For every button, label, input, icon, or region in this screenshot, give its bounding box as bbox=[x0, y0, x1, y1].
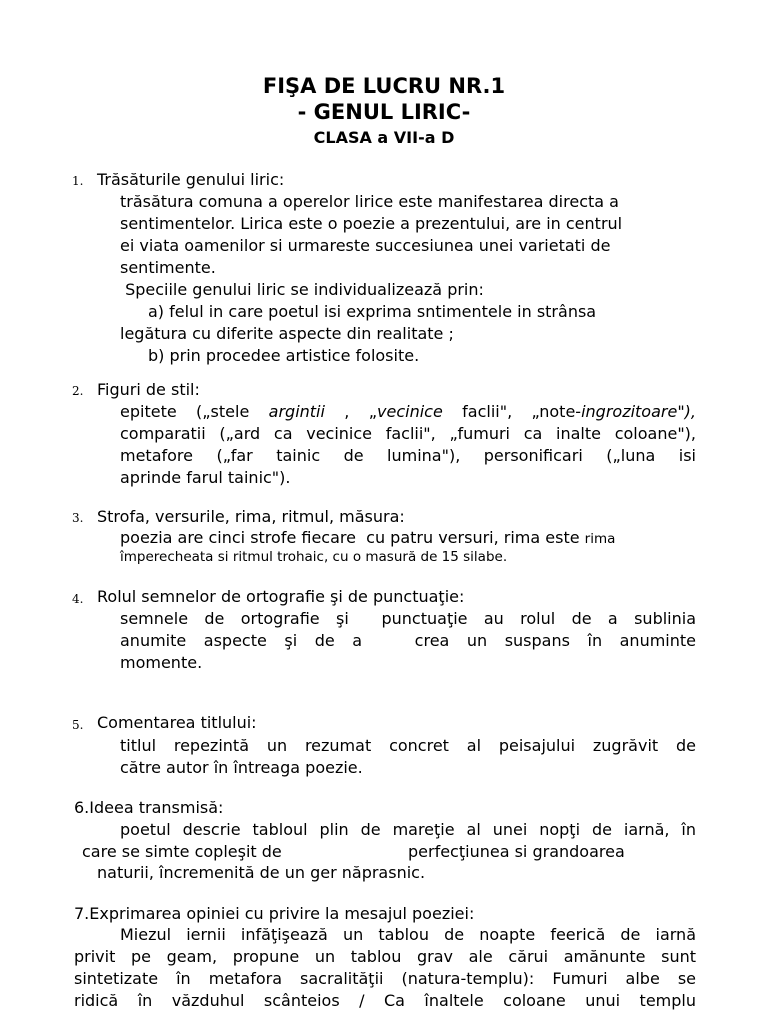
section-3-number: 3. bbox=[72, 511, 84, 525]
section-6-text: perfecţiunea si grandoarea bbox=[408, 842, 625, 861]
section-6-line: naturii, încremenită de un ger năprasnic. bbox=[97, 863, 426, 882]
section-1-body bbox=[120, 191, 696, 367]
epithet-italic: argintii bbox=[268, 402, 325, 421]
section-6-line bbox=[82, 841, 696, 863]
section-6-body bbox=[120, 819, 696, 841]
section-7-heading: 7.Exprimarea opiniei cu privire la mesajul poeziei: bbox=[74, 904, 475, 923]
class-label: CLASA a VII-a D bbox=[313, 128, 455, 147]
section-6-text: care se simte copleşit de bbox=[82, 842, 282, 861]
section-3-heading: Strofa, versurile, rima, ritmul, măsura: bbox=[97, 507, 405, 526]
section-1-line: b) prin procedee artistice folosite. bbox=[148, 346, 420, 365]
section-4-line: momente. bbox=[120, 653, 203, 672]
section-2-body bbox=[120, 401, 696, 489]
section-5-line: către autor în întreaga poezie. bbox=[120, 758, 363, 777]
section-7-line: Miezul iernii infăţişează un tablou de noapte feerică de iarnă bbox=[120, 925, 696, 944]
section-4-line: anumite aspecte şi de a crea un suspans în anuminte bbox=[120, 631, 696, 650]
section-3-line bbox=[120, 527, 696, 549]
section-1-line: Speciile genului liric se individualizează prin: bbox=[120, 280, 484, 299]
section-2-heading: Figuri de stil: bbox=[97, 380, 200, 399]
section-4-line: semnele de ortografie şi punctuaţie au rolul de a sublinia bbox=[120, 609, 696, 628]
section-4-number: 4. bbox=[72, 592, 84, 606]
section-4-heading: Rolul semnelor de ortografie şi de punctuaţie: bbox=[97, 587, 465, 606]
section-2-line bbox=[120, 401, 696, 423]
section-7-line: ridică în văzduhul scânteios / Ca înaltele coloane unui templu bbox=[74, 991, 696, 1010]
section-6-line: poetul descrie tabloul plin de mareţie al unei nopţi de iarnă, în bbox=[120, 820, 696, 839]
section-5-number: 5. bbox=[72, 718, 84, 732]
section-5-body bbox=[120, 735, 696, 779]
section-3-small-text: rima bbox=[584, 531, 616, 547]
section-5-line: titlul repezintă un rezumat concret al peisajului zugrăvit de bbox=[120, 736, 696, 755]
section-1-line: trăsătura comuna a operelor lirice este manifestarea directa a bbox=[120, 192, 619, 211]
epithet-italic: vecinice bbox=[377, 402, 443, 421]
section-2-line: metafore („far tainic de lumina"), personificari („luna isi bbox=[120, 446, 696, 465]
section-2-line: aprinde farul tainic"). bbox=[120, 468, 291, 487]
section-1-heading: Trăsăturile genului liric: bbox=[97, 170, 285, 189]
epithet-text: faclii", „note- bbox=[442, 402, 582, 421]
epithet-text: epitete („stele bbox=[120, 402, 269, 421]
section-7-body bbox=[74, 924, 696, 1012]
section-6-heading: 6.Ideea transmisă: bbox=[74, 798, 224, 817]
section-7-line: sintetizate în metafora sacralităţii (natura-templu): Fumuri albe se bbox=[74, 969, 696, 988]
section-1-line: a) felul in care poetul isi exprima sntimentele in strânsa bbox=[148, 302, 597, 321]
section-3-text: poezia are cinci strofe fiecare cu patru versuri, rima este bbox=[120, 528, 585, 547]
section-1-line: sentimentelor. Lirica este o poezie a prezentului, are in centrul bbox=[120, 214, 623, 233]
section-7-line: privit pe geam, propune un tablou grav ale cărui amănunte sunt bbox=[74, 947, 696, 966]
section-4-body bbox=[120, 608, 696, 674]
section-2-number: 2. bbox=[72, 384, 84, 398]
section-1-line: sentimente. bbox=[120, 258, 216, 277]
section-1-line: legătura cu diferite aspecte din realitate ; bbox=[120, 324, 454, 343]
worksheet-title: FIŞA DE LUCRU NR.1 bbox=[262, 74, 506, 98]
section-2-line: comparatii („ard ca vecinice faclii", „fumuri ca inalte coloane"), bbox=[120, 424, 696, 443]
section-3-body bbox=[120, 527, 696, 566]
section-3-line: împerecheata si ritmul trohaic, cu o masură de 15 silabe. bbox=[120, 549, 508, 565]
epithet-text: , „ bbox=[324, 402, 378, 421]
worksheet-subtitle: - GENUL LIRIC- bbox=[297, 100, 471, 124]
section-1-line: ei viata oamenilor si urmareste succesiunea unei varietati de bbox=[120, 236, 611, 255]
section-1-number: 1. bbox=[72, 174, 84, 188]
section-5-heading: Comentarea titlului: bbox=[97, 713, 257, 732]
epithet-italic: ingrozitoare"), bbox=[581, 402, 697, 421]
